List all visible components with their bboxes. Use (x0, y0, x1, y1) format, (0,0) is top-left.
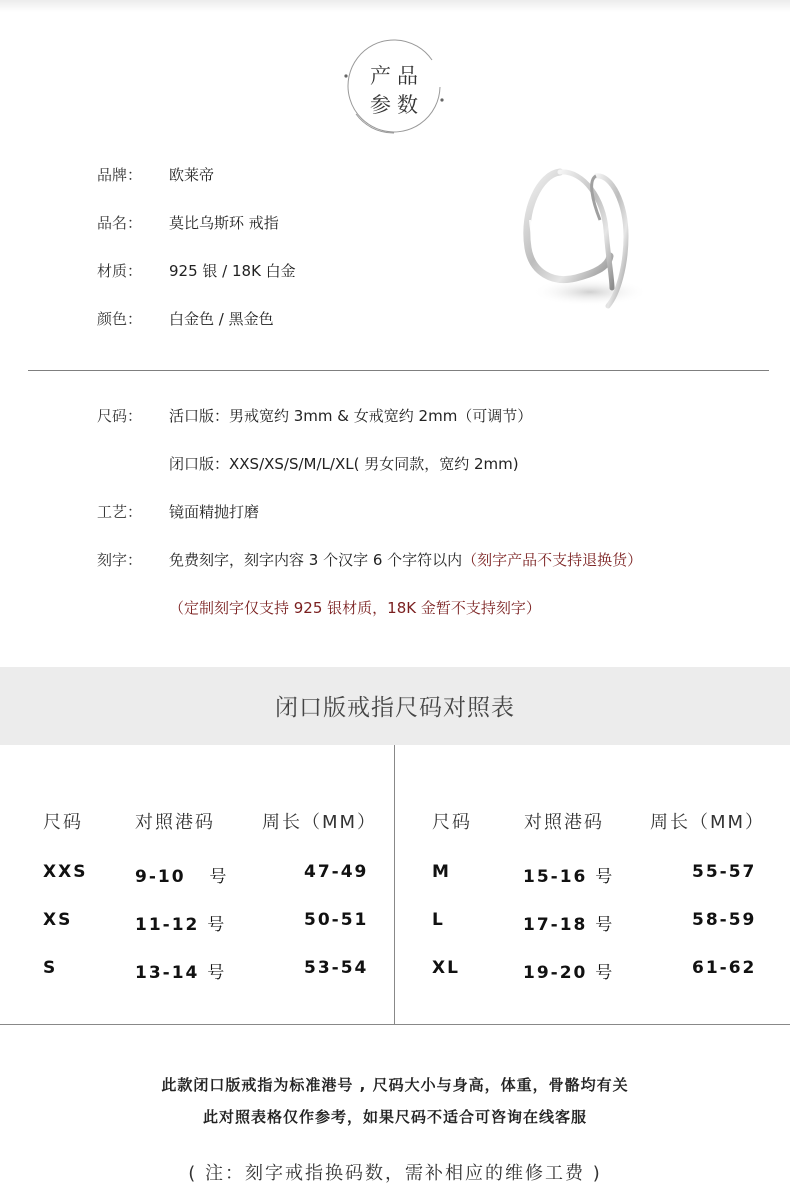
note-line-2: 此对照表格仅作参考，如果尺码不适合可咨询在线客服 (202, 1108, 587, 1126)
cell-hk-unit: 号 (595, 963, 613, 983)
col-header-circ: 周长（MM） (262, 812, 378, 833)
engrave-material-note: （定制刻字仅支持 925 银材质，18K 金暂不支持刻字） (169, 599, 541, 617)
col-header-size: 尺码 (43, 812, 83, 833)
cell-circ: 58-59 (692, 910, 757, 930)
ring-product-image (500, 160, 660, 320)
cell-size: S (43, 958, 58, 978)
note-line-3: ( 注：刻字戒指换码数，需补相应的维修工费 ) (188, 1163, 602, 1184)
spec-value: 白金色 / 黑金色 (169, 310, 274, 328)
note-line-1: 此款闭口版戒指为标准港号 , 尺码大小与身高，体重，骨骼均有关 (161, 1076, 629, 1094)
section-badge (344, 36, 444, 138)
cell-size: XL (432, 958, 460, 978)
cell-hk-unit: 号 (595, 915, 613, 935)
cell-hk (523, 958, 612, 983)
engrave-text: 免费刻字，刻字内容 3 个汉字 6 个字符以内 (169, 551, 463, 569)
badge-text-line2: 参数 (370, 93, 424, 117)
spec-value: 925 银 / 18K 白金 (169, 262, 296, 280)
cell-hk-value: 9-10 (135, 867, 186, 887)
spec-label: 颜色： (97, 310, 143, 328)
spec-value: 莫比乌斯环 戒指 (169, 214, 279, 232)
cell-hk (135, 862, 226, 887)
spec-label: 品牌： (97, 166, 143, 184)
cell-hk-value: 15-16 (523, 867, 588, 887)
cell-hk (523, 862, 612, 887)
spec-label: 材质： (97, 262, 143, 280)
cell-hk (135, 958, 224, 983)
spec-value: 欧莱帝 (169, 166, 215, 184)
cell-circ: 61-62 (692, 958, 757, 978)
cell-hk (523, 910, 612, 935)
detail-label: 尺码： (97, 407, 143, 425)
section-divider (28, 370, 769, 371)
size-table-title: 闭口版戒指尺码对照表 (275, 695, 515, 721)
col-header-size: 尺码 (432, 812, 472, 833)
top-shadow (0, 0, 790, 12)
col-header-hk: 对照港码 (524, 812, 604, 833)
cell-hk-value: 13-14 (135, 963, 200, 983)
cell-circ: 55-57 (692, 862, 757, 882)
cell-hk (135, 910, 224, 935)
cell-hk-unit: 号 (207, 915, 225, 935)
detail-value (169, 550, 642, 570)
table-vertical-divider (394, 745, 395, 1025)
col-header-hk: 对照港码 (135, 812, 215, 833)
detail-label: 工艺： (97, 503, 143, 521)
cell-circ: 53-54 (304, 958, 369, 978)
cell-hk-unit: 号 (207, 963, 225, 983)
cell-size: XXS (43, 862, 88, 882)
detail-label: 刻字： (97, 551, 143, 569)
cell-hk-value: 11-12 (135, 915, 200, 935)
spec-label: 品名： (97, 214, 143, 232)
cell-size: XS (43, 910, 73, 930)
table-bottom-divider (0, 1024, 790, 1025)
engrave-warning: （刻字产品不支持退换货） (462, 551, 643, 569)
detail-value: 镜面精抛打磨 (169, 503, 260, 521)
cell-hk-unit: 号 (595, 867, 613, 887)
cell-hk-value: 17-18 (523, 915, 588, 935)
size-table-header-band (0, 667, 790, 745)
detail-value: 闭口版：XXS/XS/S/M/L/XL( 男女同款，宽约 2mm) (169, 455, 519, 473)
cell-circ: 47-49 (304, 862, 369, 882)
badge-text-line1: 产品 (370, 64, 424, 88)
col-header-circ: 周长（MM） (650, 812, 766, 833)
cell-hk-unit: 号 (209, 867, 227, 887)
cell-size: L (432, 910, 445, 930)
cell-circ: 50-51 (304, 910, 369, 930)
cell-size: M (432, 862, 451, 882)
detail-value: 活口版：男戒宽约 3mm & 女戒宽约 2mm（可调节） (169, 407, 533, 425)
cell-hk-value: 19-20 (523, 963, 588, 983)
